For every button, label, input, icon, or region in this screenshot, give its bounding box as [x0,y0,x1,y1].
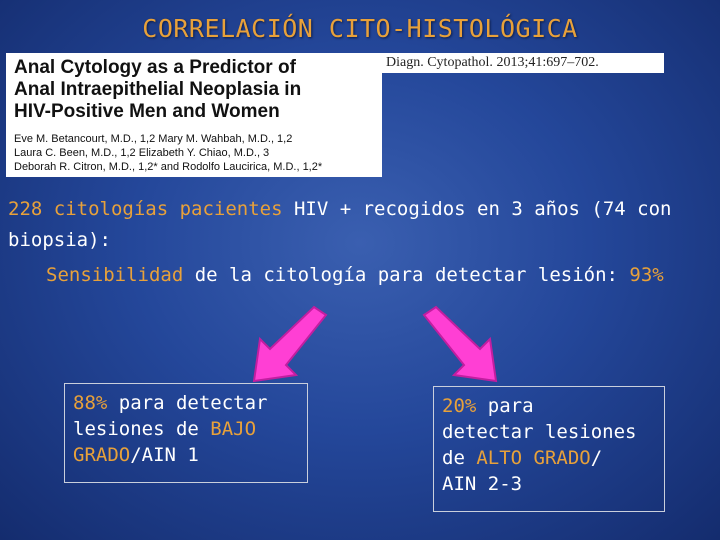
high-grade-percent: 20% [442,395,477,417]
patients-count-text: 228 citologías pacientes [8,198,283,220]
low-grade-line-2-text: lesiones de [73,418,211,440]
high-grade-alto-grado: ALTO GRADO [476,447,591,469]
paper-authors-line-2: Laura C. Been, M.D., 1,2 Elizabeth Y. Chiao, M.D., 3 [14,147,270,159]
slide-title: CORRELACIÓN CITO-HISTOLÓGICA [142,14,578,43]
low-grade-line-1 [73,390,299,416]
high-grade-line-4: AIN 2-3 [442,473,523,495]
paper-title-line-3: HIV-Positive Men and Women [14,101,280,122]
summary-line-1 [8,198,671,220]
low-grade-result-box [64,383,308,483]
journal-name: Diagn. Cytopathol. [386,55,493,70]
high-grade-result-box [433,386,665,512]
sensitivity-text: de la citología para detectar lesión: [183,264,630,286]
low-grade-bajo: BAJO [210,418,257,440]
paper-authors-line-3: Deborah R. Citron, M.D., 1,2* and Rodolfo Laucirica, M.D., 1,2* [14,161,323,173]
high-grade-line-3 [442,445,656,471]
sensitivity-line [46,264,664,286]
paper-title-line-2: Anal Intraepithelial Neoplasia in [14,79,302,100]
arrow-left-down-icon [240,305,340,385]
low-grade-ain: /AIN 1 [130,444,199,466]
low-grade-line-1-text: para detectar [107,392,268,414]
low-grade-grado: GRADO [73,444,131,466]
low-grade-line-2 [73,416,299,442]
summary-line-1-rest: HIV + recogidos en 3 años (74 con [282,198,672,220]
sensitivity-value: 93% [629,264,664,286]
high-grade-line-1-text: para [476,395,534,417]
sensitivity-label: Sensibilidad [46,264,184,286]
journal-citation [382,53,664,73]
low-grade-line-3 [73,442,299,468]
summary-line-2: biopsia): [8,229,111,251]
paper-header-image [6,53,382,177]
paper-title-line-1: Anal Cytology as a Predictor of [14,57,296,78]
paper-authors-line-1: Eve M. Betancourt, M.D., 1,2 Mary M. Wahbah, M.D., 1,2 [14,133,293,145]
arrow-right-down-icon [410,305,510,385]
high-grade-line-2: detectar lesiones [442,421,637,443]
journal-volume-pages: 2013;41:697–702. [496,55,599,70]
low-grade-percent: 88% [73,392,108,414]
high-grade-line-3-end: / [590,447,603,469]
high-grade-line-3-start: de [442,447,477,469]
high-grade-line-1 [442,393,656,419]
